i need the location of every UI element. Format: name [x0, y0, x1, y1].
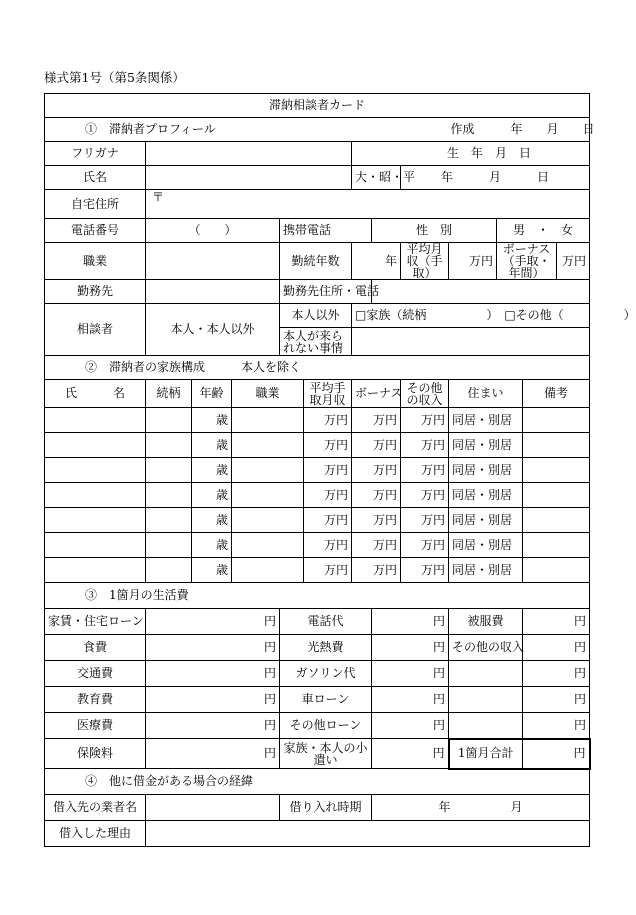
family-name-field[interactable]	[45, 508, 146, 533]
bonus-unit[interactable]: 万円	[352, 533, 401, 558]
family-relation-field[interactable]	[146, 483, 192, 508]
sex-label: 性 別	[372, 219, 497, 243]
family-header-other-income: その他の収入	[401, 380, 449, 408]
other-income-unit[interactable]: 万円	[401, 483, 449, 508]
family-header-age: 年齢	[192, 380, 232, 408]
cost-label: 車ローン	[280, 687, 372, 713]
family-relation-field[interactable]	[146, 458, 192, 483]
lender-label: 借入先の業者名	[45, 795, 146, 821]
family-job-field[interactable]	[232, 508, 304, 533]
cost-label: 教育費	[45, 687, 146, 713]
cost-yen[interactable]: 円	[146, 739, 280, 769]
cost-label	[449, 687, 523, 713]
family-relation-field[interactable]	[146, 558, 192, 583]
document-label: 様式第1号（第5条関係）	[44, 70, 185, 85]
residence-options[interactable]: 同居・別居	[449, 408, 523, 433]
birth-label: 生 年 月 日	[352, 142, 590, 166]
cost-label: 光熱費	[280, 635, 372, 661]
living-cost-row	[45, 739, 590, 769]
cost-label: ガソリン代	[280, 661, 372, 687]
family-name-field[interactable]	[45, 433, 146, 458]
monthly-total-yen[interactable]: 円	[523, 739, 590, 769]
family-row	[45, 558, 590, 583]
income-unit[interactable]: 万円	[304, 458, 352, 483]
other-income-unit[interactable]: 万円	[401, 508, 449, 533]
bonus-unit: 万円	[557, 243, 590, 280]
family-job-field[interactable]	[232, 408, 304, 433]
bonus-unit[interactable]: 万円	[352, 483, 401, 508]
family-row	[45, 408, 590, 433]
bonus-unit[interactable]: 万円	[352, 408, 401, 433]
years-label: 勤続年数	[280, 243, 352, 280]
card-title: 滞納相談者カード	[45, 94, 590, 118]
living-cost-row	[45, 661, 590, 687]
other-income-unit[interactable]: 万円	[401, 433, 449, 458]
avg-income-unit: 万円	[449, 243, 497, 280]
income-unit[interactable]: 万円	[304, 408, 352, 433]
section-2-heading: ② 滞納者の家族構成 本人を除く	[45, 356, 590, 380]
family-job-field[interactable]	[232, 433, 304, 458]
family-relation-field[interactable]	[146, 533, 192, 558]
avg-income-label: 平均月収（手取）	[401, 243, 449, 280]
monthly-total-label: 1箇月合計	[449, 739, 523, 769]
family-job-field[interactable]	[232, 558, 304, 583]
furigana-label: フリガナ	[45, 142, 146, 166]
cost-label: 保険料	[45, 739, 146, 769]
age-unit[interactable]: 歳	[192, 508, 232, 533]
age-unit[interactable]: 歳	[192, 533, 232, 558]
phone-label: 電話番号	[45, 219, 146, 243]
family-row	[45, 533, 590, 558]
cost-yen[interactable]: 円	[146, 713, 280, 739]
name-label: 氏名	[45, 166, 146, 190]
mobile-label: 携帯電話	[280, 219, 372, 243]
address-label: 自宅住所	[45, 190, 146, 219]
family-notes-field[interactable]	[523, 483, 590, 508]
residence-options[interactable]: 同居・別居	[449, 458, 523, 483]
family-relation-field[interactable]	[146, 433, 192, 458]
cost-yen[interactable]: 円	[146, 661, 280, 687]
non-self-label: 本人以外	[280, 304, 352, 328]
bonus-unit[interactable]: 万円	[352, 558, 401, 583]
age-unit[interactable]: 歳	[192, 433, 232, 458]
bonus-unit[interactable]: 万円	[352, 458, 401, 483]
era-options[interactable]: 大・昭・平	[352, 166, 401, 190]
age-unit[interactable]: 歳	[192, 483, 232, 508]
family-job-field[interactable]	[232, 458, 304, 483]
family-notes-field[interactable]	[523, 558, 590, 583]
family-header-bonus: ボーナス	[352, 380, 401, 408]
cost-yen[interactable]: 円	[523, 609, 590, 635]
consultation-card-table	[44, 93, 636, 847]
cost-yen[interactable]: 円	[146, 635, 280, 661]
family-header-residence: 住まい	[449, 380, 523, 408]
family-notes-field[interactable]	[523, 458, 590, 483]
family-notes-field[interactable]	[523, 408, 590, 433]
living-cost-row	[45, 635, 590, 661]
section-1-heading: ① 滞納者プロフィール	[45, 118, 449, 142]
consultant-options[interactable]: 本人・本人以外	[146, 304, 280, 356]
family-row	[45, 483, 590, 508]
workplace-address-field[interactable]	[372, 280, 590, 304]
workplace-field[interactable]	[146, 280, 280, 304]
living-cost-row	[45, 687, 590, 713]
cost-label: 家賃・住宅ローン	[45, 609, 146, 635]
income-unit[interactable]: 万円	[304, 483, 352, 508]
other-income-unit[interactable]: 万円	[401, 408, 449, 433]
cost-yen[interactable]: 円	[372, 661, 449, 687]
family-row	[45, 508, 590, 533]
name-field[interactable]	[146, 166, 352, 190]
age-unit[interactable]: 歳	[192, 458, 232, 483]
bonus-unit[interactable]: 万円	[352, 508, 401, 533]
income-unit[interactable]: 万円	[304, 508, 352, 533]
reason-field[interactable]	[146, 821, 590, 847]
family-header-relation: 続柄	[146, 380, 192, 408]
cost-yen[interactable]: 円	[523, 687, 590, 713]
reason-label: 借入した理由	[45, 821, 146, 847]
residence-options[interactable]: 同居・別居	[449, 533, 523, 558]
bonus-label: ボーナス（手取・年間）	[497, 243, 557, 280]
other-income-unit[interactable]: 万円	[401, 533, 449, 558]
section-4-heading: ④ 他に借金がある場合の経緯	[45, 769, 590, 795]
family-name-field[interactable]	[45, 483, 146, 508]
cost-yen[interactable]: 円	[372, 713, 449, 739]
family-header-job: 職業	[232, 380, 304, 408]
absent-reason-field[interactable]	[352, 328, 590, 356]
cost-yen[interactable]: 円	[523, 713, 590, 739]
family-row	[45, 433, 590, 458]
consultant-label: 相談者	[45, 304, 146, 356]
address-field[interactable]: 〒	[146, 190, 590, 219]
age-unit[interactable]: 歳	[192, 408, 232, 433]
cost-yen[interactable]: 円	[523, 661, 590, 687]
other-income-unit[interactable]: 万円	[401, 458, 449, 483]
borrow-time-label: 借り入れ時期	[280, 795, 372, 821]
cost-yen[interactable]: 円	[372, 687, 449, 713]
family-notes-field[interactable]	[523, 533, 590, 558]
furigana-field[interactable]	[146, 142, 352, 166]
family-header-income: 平均手取月収	[304, 380, 352, 408]
age-unit[interactable]: 歳	[192, 558, 232, 583]
years-unit: 年	[352, 243, 401, 280]
job-field[interactable]	[146, 243, 280, 280]
cost-label	[449, 661, 523, 687]
living-cost-row	[45, 713, 590, 739]
family-relation-field[interactable]	[146, 408, 192, 433]
cost-label: 電話代	[280, 609, 372, 635]
borrow-date-field[interactable]: 年 月	[372, 795, 590, 821]
income-unit[interactable]: 万円	[304, 433, 352, 458]
absent-reason-label: 本人が来られない事情	[280, 328, 352, 356]
family-header-name: 氏 名	[45, 380, 146, 408]
cost-label: 医療費	[45, 713, 146, 739]
cost-yen[interactable]: 円	[372, 635, 449, 661]
cost-yen[interactable]: 円	[146, 609, 280, 635]
family-row	[45, 458, 590, 483]
cost-yen[interactable]: 円	[372, 739, 449, 769]
cost-label: その他ローン	[280, 713, 372, 739]
family-name-field[interactable]	[45, 558, 146, 583]
other-income-unit[interactable]: 万円	[401, 558, 449, 583]
living-cost-row	[45, 609, 590, 635]
created-date: 作成 年 月 日	[449, 118, 590, 142]
cost-label: 交通費	[45, 661, 146, 687]
cost-yen[interactable]: 円	[372, 609, 449, 635]
phone-field[interactable]: （ ）	[146, 219, 280, 243]
family-name-field[interactable]	[45, 408, 146, 433]
cost-yen[interactable]: 円	[523, 635, 590, 661]
lender-field[interactable]	[146, 795, 280, 821]
residence-options[interactable]: 同居・別居	[449, 483, 523, 508]
family-name-field[interactable]	[45, 533, 146, 558]
section-3-heading: ③ 1箇月の生活費	[45, 583, 590, 609]
family-relation-field[interactable]	[146, 508, 192, 533]
cost-label	[449, 713, 523, 739]
family-notes-field[interactable]	[523, 433, 590, 458]
residence-options[interactable]: 同居・別居	[449, 558, 523, 583]
residence-options[interactable]: 同居・別居	[449, 433, 523, 458]
cost-yen[interactable]: 円	[146, 687, 280, 713]
family-notes-field[interactable]	[523, 508, 590, 533]
birth-date-field[interactable]: 年 月 日	[401, 166, 590, 190]
cost-label: 家族・本人の小遣い	[280, 739, 372, 769]
workplace-address-label: 勤務先住所・電話	[280, 280, 372, 304]
family-job-field[interactable]	[232, 533, 304, 558]
sex-options[interactable]: 男 ・ 女	[497, 219, 590, 243]
income-unit[interactable]: 万円	[304, 558, 352, 583]
family-job-field[interactable]	[232, 483, 304, 508]
family-header-notes: 備考	[523, 380, 590, 408]
bonus-unit[interactable]: 万円	[352, 433, 401, 458]
residence-options[interactable]: 同居・別居	[449, 508, 523, 533]
cost-label: 食費	[45, 635, 146, 661]
job-label: 職業	[45, 243, 146, 280]
income-unit[interactable]: 万円	[304, 533, 352, 558]
cost-label: その他の収入	[449, 635, 523, 661]
cost-label: 被服費	[449, 609, 523, 635]
workplace-label: 勤務先	[45, 280, 146, 304]
relation-options[interactable]: □家族（続柄 ） □その他（ ）	[352, 304, 590, 328]
family-name-field[interactable]	[45, 458, 146, 483]
